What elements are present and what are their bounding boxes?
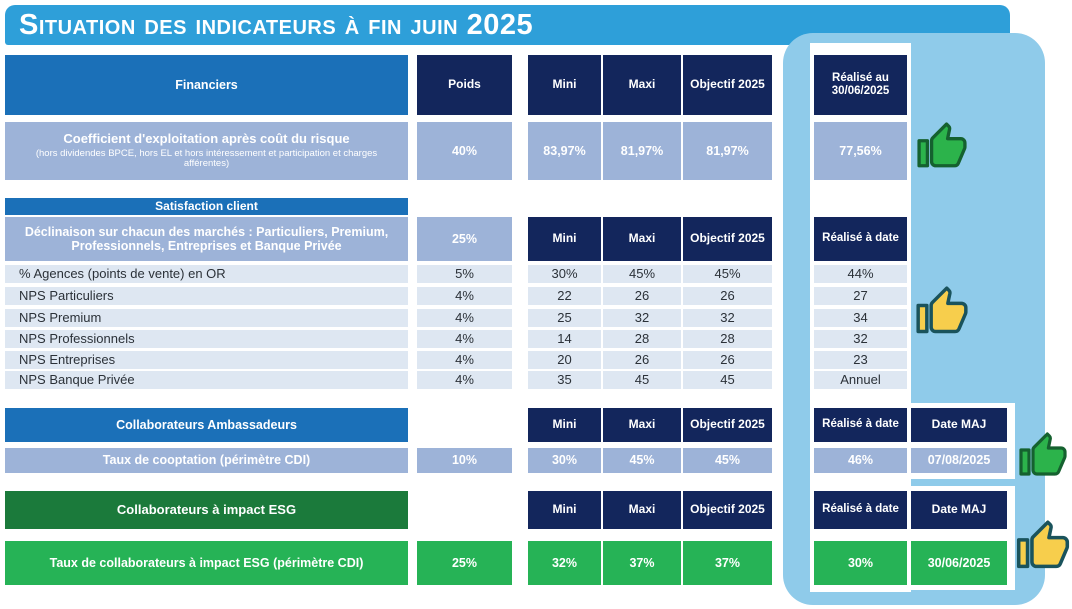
row-realise: 34 — [814, 309, 907, 327]
col-header-realise-a-date: Réalisé à date — [814, 217, 907, 261]
esg-indicator-label: Taux de collaborateurs à impact ESG (périmètre CDI) — [5, 541, 408, 585]
col-header-realise-au: Réalisé au 30/06/2025 — [814, 55, 907, 115]
col-header-mini: Mini — [528, 408, 601, 442]
row-label: NPS Entreprises — [5, 351, 408, 369]
col-header-realise-a-date: Réalisé à date — [814, 491, 907, 529]
row-mini: 14 — [528, 330, 601, 348]
row-realise: 27 — [814, 287, 907, 305]
col-header-objectif: Objectif 2025 — [683, 55, 772, 115]
row-maxi: 32 — [603, 309, 681, 327]
row-label: NPS Banque Privée — [5, 371, 408, 389]
ambassadeurs-header-row — [0, 408, 1072, 442]
row-objectif: 26 — [683, 351, 772, 369]
col-header-realise-a-date: Réalisé à date — [814, 408, 907, 442]
row-mini: 20 — [528, 351, 601, 369]
financiers-maxi: 81,97% — [603, 122, 681, 180]
row-label: % Agences (points de vente) en OR — [5, 265, 408, 283]
thumb-up-yellow-icon — [911, 286, 973, 338]
col-header-maxi: Maxi — [603, 408, 681, 442]
row-poids: 4% — [417, 371, 512, 389]
col-header-poids: Poids — [417, 55, 512, 115]
ambassadeurs-indicator-label: Taux de cooptation (périmètre CDI) — [5, 448, 408, 473]
row-objectif: 45 — [683, 371, 772, 389]
row-label: NPS Particuliers — [5, 287, 408, 305]
financiers-indicator-label: Coefficient d'exploitation après coût du risque (hors dividendes BPCE, hors EL et hors intéressement et participation et charges afférentes) — [5, 122, 408, 180]
row-objectif: 45% — [683, 265, 772, 283]
ambassadeurs-objectif: 45% — [683, 448, 772, 473]
col-header-date-maj: Date MAJ — [911, 408, 1007, 442]
ambassadeurs-date-maj: 07/08/2025 — [911, 448, 1007, 473]
table-row — [0, 371, 1072, 389]
satisfaction-header-row — [0, 198, 1072, 215]
financiers-section-header: Financiers — [5, 55, 408, 115]
row-poids: 5% — [417, 265, 512, 283]
col-header-objectif: Objectif 2025 — [683, 217, 772, 261]
col-header-mini: Mini — [528, 217, 601, 261]
row-mini: 30% — [528, 265, 601, 283]
table-row — [0, 265, 1072, 283]
row-objectif: 32 — [683, 309, 772, 327]
esg-maxi: 37% — [603, 541, 681, 585]
row-maxi: 26 — [603, 351, 681, 369]
row-maxi: 45 — [603, 371, 681, 389]
satisfaction-indicator-label: Déclinaison sur chacun des marchés : Particuliers, Premium, Professionnels, Entreprises et Banque Privée — [5, 217, 408, 261]
financiers-poids: 40% — [417, 122, 512, 180]
row-mini: 22 — [528, 287, 601, 305]
row-poids: 4% — [417, 330, 512, 348]
thumb-up-yellow-icon — [1014, 520, 1072, 573]
row-realise: 32 — [814, 330, 907, 348]
financiers-realise: 77,56% — [814, 122, 907, 180]
row-mini: 25 — [528, 309, 601, 327]
col-header-maxi: Maxi — [603, 491, 681, 529]
financiers-objectif: 81,97% — [683, 122, 772, 180]
ambassadeurs-realise: 46% — [814, 448, 907, 473]
col-header-objectif: Objectif 2025 — [683, 491, 772, 529]
col-header-mini: Mini — [528, 491, 601, 529]
col-header-mini: Mini — [528, 55, 601, 115]
financiers-header-row — [0, 55, 1072, 115]
ambassadeurs-mini: 30% — [528, 448, 601, 473]
satisfaction-section-header: Satisfaction client — [5, 198, 408, 215]
financiers-mini: 83,97% — [528, 122, 601, 180]
esg-realise: 30% — [814, 541, 907, 585]
thumb-up-green-icon — [1014, 432, 1072, 480]
ambassadeurs-section-header: Collaborateurs Ambassadeurs — [5, 408, 408, 442]
esg-data-row — [0, 541, 1072, 585]
esg-section-header: Collaborateurs à impact ESG — [5, 491, 408, 529]
row-objectif: 26 — [683, 287, 772, 305]
row-poids: 4% — [417, 287, 512, 305]
table-row — [0, 351, 1072, 369]
ambassadeurs-poids: 10% — [417, 448, 512, 473]
row-poids: 4% — [417, 309, 512, 327]
esg-objectif: 37% — [683, 541, 772, 585]
row-maxi: 28 — [603, 330, 681, 348]
row-maxi: 26 — [603, 287, 681, 305]
row-objectif: 28 — [683, 330, 772, 348]
ambassadeurs-maxi: 45% — [603, 448, 681, 473]
row-label: NPS Premium — [5, 309, 408, 327]
col-header-maxi: Maxi — [603, 217, 681, 261]
esg-poids: 25% — [417, 541, 512, 585]
col-header-maxi: Maxi — [603, 55, 681, 115]
row-mini: 35 — [528, 371, 601, 389]
row-realise: Annuel — [814, 371, 907, 389]
esg-mini: 32% — [528, 541, 601, 585]
row-realise: 23 — [814, 351, 907, 369]
col-header-objectif: Objectif 2025 — [683, 408, 772, 442]
row-label: NPS Professionnels — [5, 330, 408, 348]
col-header-date-maj: Date MAJ — [911, 491, 1007, 529]
satisfaction-subheader-row — [0, 217, 1072, 261]
satisfaction-poids: 25% — [417, 217, 512, 261]
row-poids: 4% — [417, 351, 512, 369]
row-maxi: 45% — [603, 265, 681, 283]
row-realise: 44% — [814, 265, 907, 283]
thumb-up-green-icon — [911, 122, 973, 172]
page-title: Situation des indicateurs à fin juin 2025 — [19, 8, 534, 41]
esg-date-maj: 30/06/2025 — [911, 541, 1007, 585]
esg-header-row — [0, 491, 1072, 529]
ambassadeurs-data-row — [0, 448, 1072, 473]
